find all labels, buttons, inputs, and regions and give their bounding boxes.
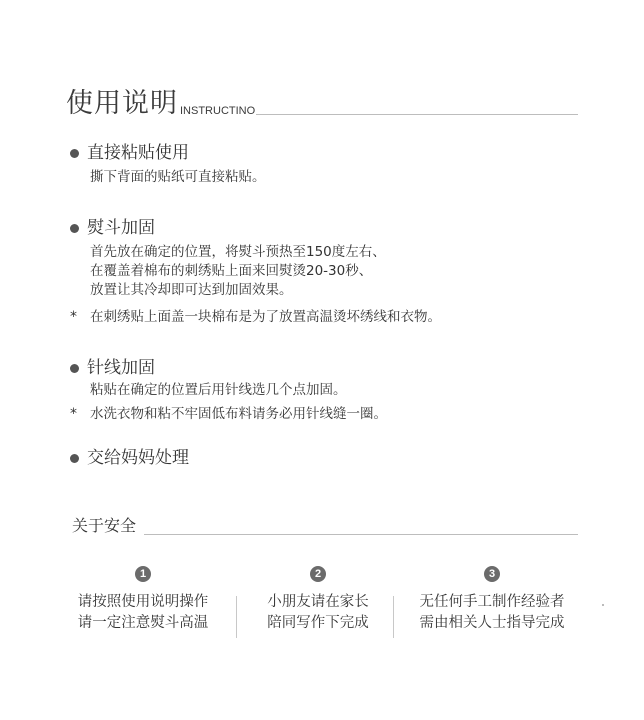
- page-subtitle: INSTRUCTINO: [180, 105, 256, 117]
- number-1-icon: 1: [135, 566, 151, 582]
- section-text-line: 撕下背面的贴纸可直接粘贴。: [90, 169, 266, 185]
- section-text-line: 放置让其冷却即可达到加固效果。: [90, 282, 293, 298]
- section-text-line: 粘贴在确定的位置后用针线选几个点加固。: [90, 382, 347, 398]
- bullet-dot-icon: [70, 454, 79, 463]
- safety-text-line: 请按照使用说明操作: [77, 594, 209, 610]
- safety-text-line: 需由相关人士指导完成: [419, 615, 565, 631]
- safety-header: [72, 515, 578, 539]
- bullet-dot-icon: [70, 149, 79, 158]
- section-title: 熨斗加固: [87, 218, 155, 238]
- bullet-dot-icon: [70, 364, 79, 373]
- section-title: 交给妈妈处理: [87, 448, 189, 468]
- safety-text-line: 小朋友请在家长: [267, 594, 369, 610]
- page-title: 使用说明: [66, 88, 178, 119]
- section-direct-paste: [70, 142, 266, 187]
- column-divider: [236, 596, 237, 638]
- instructions-header: [66, 86, 578, 126]
- safety-text-line: 请一定注意熨斗高温: [77, 615, 209, 631]
- number-3-icon: 3: [484, 566, 500, 582]
- section-needle-reinforce: [70, 357, 387, 424]
- safety-title: 关于安全: [72, 516, 137, 535]
- section-give-to-mom: [70, 447, 189, 469]
- safety-text-line: 无任何手工制作经验者: [419, 594, 565, 610]
- section-title: 直接粘贴使用: [87, 143, 189, 163]
- section-text-line: 首先放在确定的位置，将熨斗预热至150度左右、: [90, 244, 386, 260]
- decorative-speck: [602, 604, 604, 606]
- bullet-dot-icon: [70, 224, 79, 233]
- section-note: [70, 308, 441, 327]
- note-text: 水洗衣物和粘不牢固低布料请务必用针线缝一圈。: [90, 406, 387, 422]
- column-divider: [393, 596, 394, 638]
- safety-text-line: 陪同写作下完成: [267, 615, 369, 631]
- number-2-icon: 2: [310, 566, 326, 582]
- asterisk-icon: *: [70, 406, 77, 422]
- asterisk-icon: *: [70, 309, 77, 325]
- section-title: 针线加固: [87, 358, 155, 378]
- safety-item-1: [65, 566, 221, 634]
- safety-item-2: [240, 566, 396, 634]
- note-text: 在刺绣贴上面盖一块棉布是为了放置高温烫坏绣线和衣物。: [90, 309, 441, 325]
- safety-item-3: [414, 566, 570, 634]
- section-note: [70, 405, 387, 424]
- section-iron-reinforce: [70, 217, 441, 327]
- safety-divider: [144, 534, 578, 535]
- header-divider: [256, 114, 578, 115]
- section-text-line: 在覆盖着棉布的刺绣贴上面来回熨烫20-30秒、: [90, 263, 373, 279]
